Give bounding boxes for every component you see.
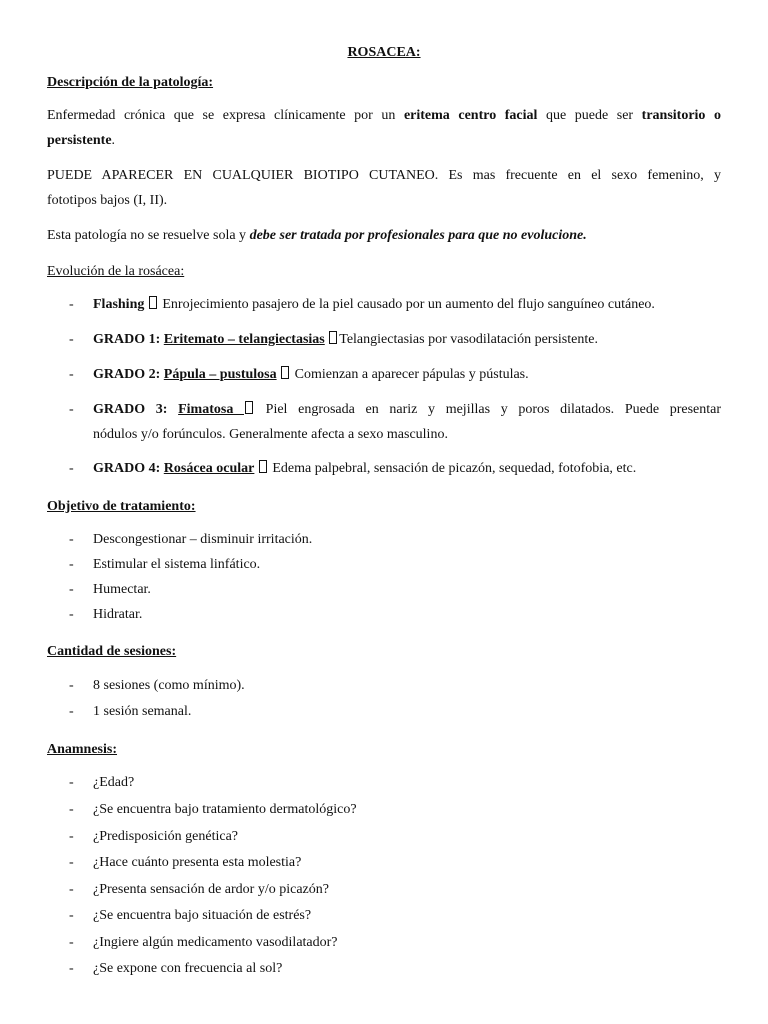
list-item: 8 sesiones (como mínimo). xyxy=(93,678,245,693)
list-item: ¿Ingiere algún medicamento vasodilatador? xyxy=(93,935,338,950)
list-item: GRADO 3: Fimatosa Piel engrosada en nariz y mejillas y poros dilatados. Puede presentar xyxy=(93,402,722,417)
bullet: - xyxy=(69,532,74,547)
bullet: - xyxy=(69,678,74,693)
bullet: - xyxy=(69,908,74,923)
square-glyph-icon xyxy=(245,401,253,414)
paragraph-1-line-1: Enfermedad crónica que se expresa clínicamente por un eritema centro facial que puede ser transitorio o xyxy=(47,108,721,123)
square-glyph-icon xyxy=(329,331,337,344)
square-glyph-icon xyxy=(281,366,289,379)
bullet: - xyxy=(69,461,74,476)
bullet: - xyxy=(69,367,74,382)
list-item: ¿Se encuentra bajo situación de estrés? xyxy=(93,908,312,923)
heading-descripcion: Descripción de la patología: xyxy=(47,75,214,90)
bullet: - xyxy=(69,882,74,897)
list-item: Humectar. xyxy=(93,582,151,597)
bullet: - xyxy=(69,582,74,597)
list-item: GRADO 4: Rosácea ocular Edema palpebral, sensación de picazón, sequedad, fotofobia, etc. xyxy=(93,461,637,476)
list-item: Estimular el sistema linfático. xyxy=(93,557,261,572)
list-item: ¿Hace cuánto presenta esta molestia? xyxy=(93,855,302,870)
paragraph-1-line-2: persistente. xyxy=(47,133,116,148)
heading-evolucion: Evolución de la rosácea: xyxy=(47,264,185,279)
bullet: - xyxy=(69,402,74,417)
list-item: ¿Edad? xyxy=(93,775,135,790)
list-item: ¿Se encuentra bajo tratamiento dermatológico? xyxy=(93,802,357,817)
list-item: ¿Se expone con frecuencia al sol? xyxy=(93,961,283,976)
bullet: - xyxy=(69,775,74,790)
bullet: - xyxy=(69,332,74,347)
list-item-continuation: nódulos y/o forúnculos. Generalmente afecta a sexo masculino. xyxy=(93,427,448,442)
heading-anamnesis: Anamnesis: xyxy=(47,742,118,757)
heading-sesiones: Cantidad de sesiones: xyxy=(47,644,177,659)
paragraph-2-line-2: fototipos bajos (I, II). xyxy=(47,193,168,208)
bullet: - xyxy=(69,961,74,976)
list-item: GRADO 1: Eritemato – telangiectasias Telangiectasias por vasodilatación persistente. xyxy=(93,332,598,347)
heading-objetivo: Objetivo de tratamiento: xyxy=(47,499,196,514)
list-item: Hidratar. xyxy=(93,607,143,622)
bullet: - xyxy=(69,557,74,572)
square-glyph-icon xyxy=(149,296,157,309)
bullet: - xyxy=(69,855,74,870)
list-item: ¿Predisposición genética? xyxy=(93,829,239,844)
bold-term: transitorio o xyxy=(641,108,721,123)
list-item: Flashing Enrojecimiento pasajero de la piel causado por un aumento del flujo sanguíneo cutáneo. xyxy=(93,297,655,312)
bullet: - xyxy=(69,704,74,719)
list-item: 1 sesión semanal. xyxy=(93,704,192,719)
bullet: - xyxy=(69,935,74,950)
bullet: - xyxy=(69,607,74,622)
paragraph-3: Esta patología no se resuelve sola y debe ser tratada por profesionales para que no evolucione. xyxy=(47,228,587,243)
list-item: ¿Presenta sensación de ardor y/o picazón? xyxy=(93,882,329,897)
page-title: ROSACEA: xyxy=(347,45,421,60)
list-item: GRADO 2: Pápula – pustulosa Comienzan a aparecer pápulas y pústulas. xyxy=(93,367,529,382)
square-glyph-icon xyxy=(259,460,267,473)
bold-term: eritema centro facial xyxy=(403,108,538,123)
list-item: Descongestionar – disminuir irritación. xyxy=(93,532,313,547)
bullet: - xyxy=(69,802,74,817)
paragraph-2-line-1: PUEDE APARECER EN CUALQUIER BIOTIPO CUTANEO. Es mas frecuente en el sexo femenino, y xyxy=(47,168,721,183)
bullet: - xyxy=(69,297,74,312)
bullet: - xyxy=(69,829,74,844)
